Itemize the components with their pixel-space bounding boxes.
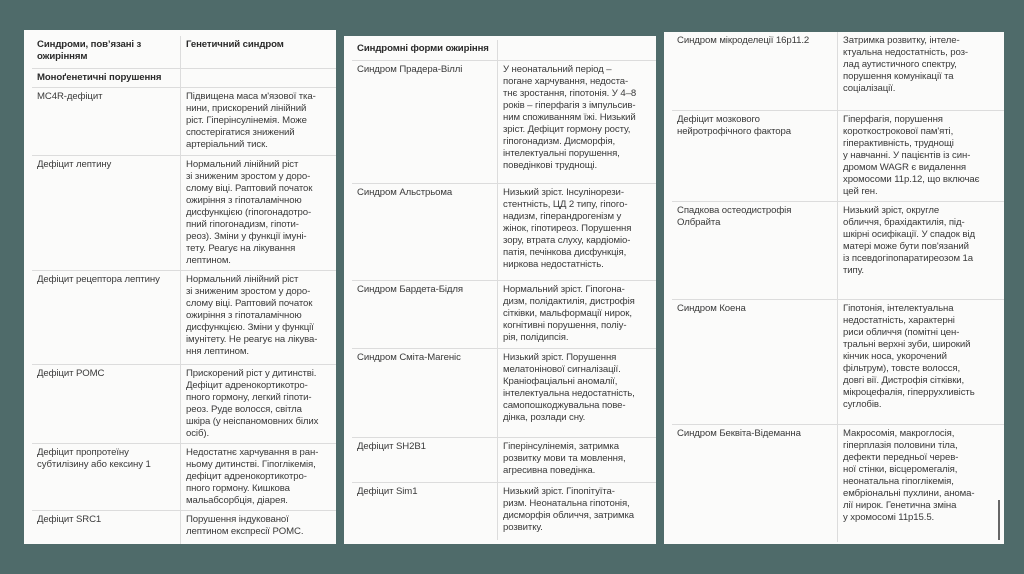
syndrome-name: Дефіцит SRC1 <box>37 514 102 525</box>
table-row <box>352 437 656 482</box>
table-row <box>352 60 656 183</box>
table-row <box>32 443 336 510</box>
syndrome-name: Синдром Беквіта-Відеманна <box>677 428 801 439</box>
table-row <box>352 482 656 540</box>
table-row <box>352 348 656 437</box>
syndrome-name: Синдром Коена <box>677 303 746 314</box>
syndrome-desc: Нормальний лінійний ріст зі зниженим зростом у доро- слому віці. Раптовий початок ожиріння з гіпоталамічною дисфункцією. Зміни у функції імунітету. Не реагує на лікува- ння лептином. <box>180 271 336 364</box>
table-row <box>672 424 1004 542</box>
syndrome-desc: Макросомія, макроглосія, гіперплазія половини тіла, дефекти передньої черев- ної стінки, вісцеромегалія, неонатальна гіпоглікемія, ембріональні пухлини, анома- лії нирок. Генетична зміна у хромосомі 11p15.5. <box>837 425 1002 542</box>
table-row <box>32 364 336 443</box>
syndrome-name: Дефіцит Sim1 <box>357 486 418 497</box>
syndrome-name: Синдром Прадера-Віллі <box>357 64 463 75</box>
table-panel-monogenic <box>24 30 336 544</box>
syndrome-name: Синдром Бардета-Бідля <box>357 284 464 295</box>
syndrome-name: Синдром Альстрьома <box>357 187 453 198</box>
table-panel-syndromic <box>344 36 656 544</box>
syndrome-name: Дефіцит мозкового нейротрофічного фактора <box>677 114 791 137</box>
syndrome-name: MC4R-дефіцит <box>37 91 103 102</box>
table-row <box>672 299 1004 424</box>
syndrome-name: Дефіцит пропротеїну субтилізину або кексину 1 <box>37 447 151 470</box>
syndrome-desc: Гіперінсулінемія, затримка розвитку мови та мовлення, агресивна поведінка. <box>497 438 656 482</box>
syndrome-desc: Гіперфагія, порушення короткострокової пам'яті, гіперактивність, труднощі у навчанні. У пацієнтів із син- дромом WAGR є видалення хромосоми 11p.12, що включає цей ген. <box>837 111 1002 201</box>
table-row <box>672 110 1004 201</box>
header-col2 <box>497 40 656 60</box>
syndrome-name: Дефіцит рецептора лептину <box>37 274 160 285</box>
syndrome-desc: У неонатальний період – погане харчування, недоста- тнє зростання, гіпотонія. У 4–8 років – гіперфагія з імпульсив- ним споживанням їжі. Низький зріст. Дефіцит гормону росту, гіпогонадизм. Дисморфія, інтелектуальні порушення, поведінкові труднощі. <box>497 61 656 183</box>
syndrome-desc: Низький зріст. Гіпопітуїта- ризм. Неонатальна гіпотонія, дисморфія обличчя, затримка розвитку. <box>497 483 656 540</box>
syndrome-name: Синдром Сміта-Магеніс <box>357 352 461 363</box>
table-row <box>352 280 656 348</box>
header-col2: Генетичний синдром <box>180 36 336 68</box>
table-row <box>352 183 656 280</box>
table-row <box>32 155 336 270</box>
table-header <box>352 40 656 60</box>
table-row <box>32 270 336 364</box>
scrollbar[interactable] <box>998 500 1000 540</box>
section-row <box>32 68 336 87</box>
syndrome-desc: Порушення індукованої лептином експресії POMC. <box>180 511 336 544</box>
syndrome-name: Дефіцит лептину <box>37 159 112 170</box>
syndrome-desc: Низький зріст. Порушення мелатонінової сигналізації. Краніофаціальні аномалії, інтелектуальна недостатність, самопошкоджувальна пове- дінка, розлади сну. <box>497 349 656 437</box>
table-row <box>32 87 336 155</box>
table-row <box>32 510 336 544</box>
section-label: Моноґенетичні порушення <box>37 72 162 83</box>
syndrome-name: Спадкова остеодистрофія Олбрайта <box>677 205 792 228</box>
table-header <box>32 36 336 68</box>
section-empty-cell <box>180 69 336 87</box>
syndrome-desc: Недостатнє харчування в ран- ньому дитинстві. Гіпоглікемія, дефіцит адренокортикотро- пного гормону. Кишкова мальабсорбція, діарея. <box>180 444 336 510</box>
syndrome-name: Дефіцит POMC <box>37 368 105 379</box>
table-row <box>672 201 1004 299</box>
syndrome-desc: Прискорений ріст у дитинстві. Дефіцит адренокортикотро- пного гормону, легкий гіпоти- реоз. Руде волосся, світла шкіра (у неіспаномовних білих осіб). <box>180 365 336 443</box>
syndrome-desc: Затримка розвитку, інтеле- ктуальна недостатність, роз- лад аутистичного спектру, порушення комунікації та соціалізації. <box>837 32 1002 110</box>
syndrome-name: Дефіцит SH2B1 <box>357 441 426 452</box>
syndrome-desc: Підвищена маса м'язової тка- нини, прискорений лінійний ріст. Гіперінсулінемія. Може спостерігатися знижений артеріальний тиск. <box>180 88 336 155</box>
syndrome-desc: Низький зріст, округле обличчя, брахідактилія, під- шкірні осифікації. У спадок від матері може бути пов'язаний із псевдогіпопаратиреозом 1a типу. <box>837 202 1002 299</box>
header-col1: Синдромні форми ожиріння <box>357 43 489 54</box>
header-col1: Синдроми, пов’язані з ожирінням <box>37 39 142 62</box>
table-panel-other-syndromes <box>664 32 1004 544</box>
table-row <box>672 32 1004 110</box>
syndrome-desc: Гіпотонія, інтелектуальна недостатність, характерні риси обличчя (помітні цен- тральні верхні зуби, широкий кінчик носа, укорочений фільтрум), товсте волосся, довгі вії. Дистрофія сітківки, мікроцефалія, гіперрухливість суглобів. <box>837 300 1002 424</box>
syndrome-desc: Нормальний лінійний ріст зі зниженим зростом у доро- слому віці. Раптовий початок ожиріння з гіпоталамічною дисфункцією (гіпогонадотро- пний гіпогонадизм, гіпоти- реоз). Зміни у функції імуні- тету. Реагує на лікування лептином. <box>180 156 336 270</box>
syndrome-name: Синдром мікроделеції 16p11.2 <box>677 35 810 46</box>
syndrome-desc: Нормальний зріст. Гіпогона- дизм, полідактилія, дистрофія сітківки, мальформації нирок, когнітивні порушення, поліу- рія, полідипсія. <box>497 281 656 348</box>
syndrome-desc: Низький зріст. Інсулінорези- стентність, ЦД 2 типу, гіпого- надизм, гіперандрогенізм у жінок, гіпотиреоз. Порушення зору, втрата слуху, кардіоміо- патія, печінкова дисфункція, ниркова недостатність. <box>497 184 656 280</box>
